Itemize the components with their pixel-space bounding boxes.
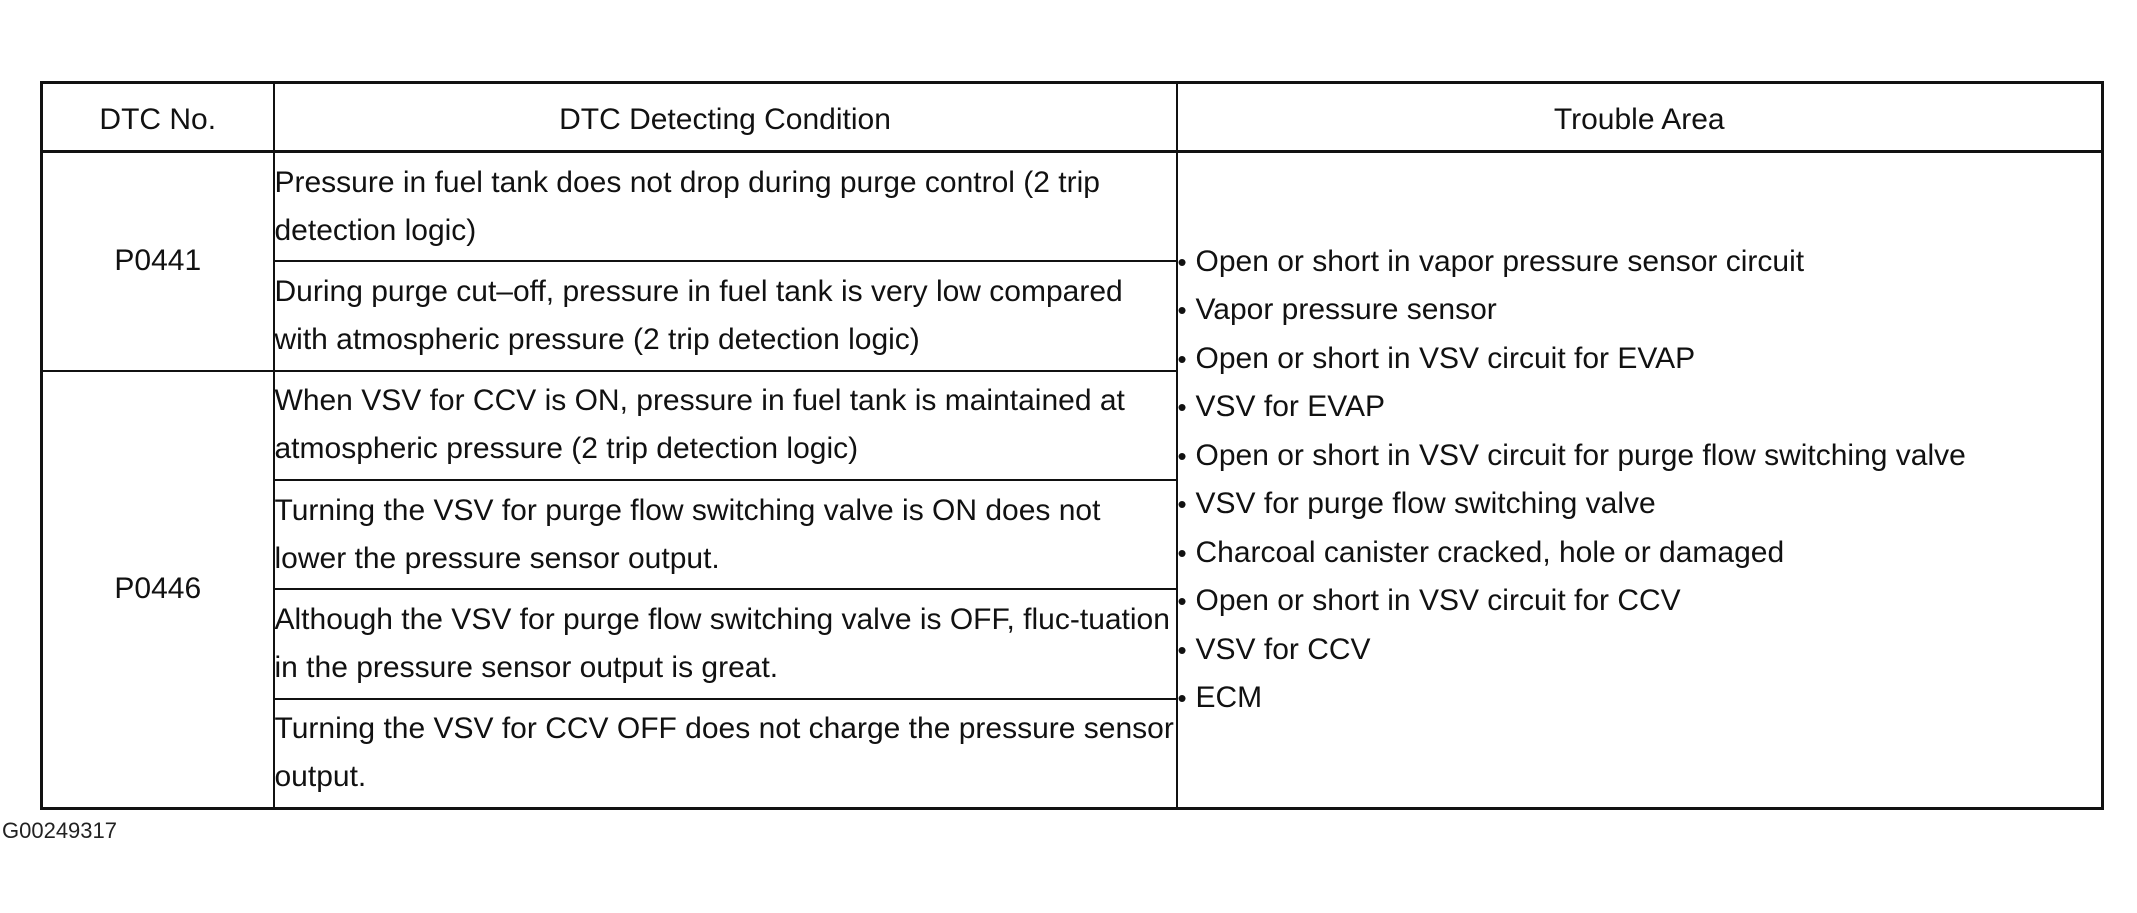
bullet-icon: • xyxy=(1177,440,1187,471)
trouble-area-text: ECM xyxy=(1195,681,1263,714)
trouble-area-item xyxy=(1178,626,2102,675)
trouble-area-item xyxy=(1178,480,2102,529)
trouble-area-item xyxy=(1178,286,2102,335)
bullet-icon: • xyxy=(1177,392,1187,422)
header-trouble-area: Trouble Area xyxy=(1177,83,2103,152)
trouble-area-text: VSV for purge flow switching valve xyxy=(1195,487,1656,520)
trouble-area-text: Open or short in vapor pressure sensor circuit xyxy=(1195,244,1805,278)
bullet-icon: • xyxy=(1177,634,1187,665)
condition-cell: During purge cut–off, pressure in fuel tank is very low compared with atmospheric pressure (2 trip detection logic) xyxy=(274,261,1177,370)
bullet-icon: • xyxy=(1177,489,1187,519)
dtc-table xyxy=(40,81,2104,810)
bullet-icon: • xyxy=(1177,586,1187,616)
trouble-area-item xyxy=(1178,529,2102,578)
trouble-area-item xyxy=(1178,335,2102,384)
table-row xyxy=(42,152,2103,262)
bullet-icon: • xyxy=(1177,246,1187,277)
trouble-area-text: VSV for CCV xyxy=(1195,632,1371,666)
trouble-area-text: Vapor pressure sensor xyxy=(1195,293,1497,326)
trouble-area-text: VSV for EVAP xyxy=(1195,390,1386,423)
header-dtc-no: DTC No. xyxy=(42,83,274,152)
trouble-area-list xyxy=(1178,238,2102,723)
trouble-area-text: Open or short in VSV circuit for purge flow switching valve xyxy=(1195,438,1966,472)
figure-id: G00249317 xyxy=(2,818,117,843)
trouble-area-item xyxy=(1178,577,2102,626)
condition-cell: Pressure in fuel tank does not drop during purge control (2 trip detection logic) xyxy=(274,152,1177,262)
bullet-icon: • xyxy=(1177,537,1187,568)
condition-cell: Turning the VSV for purge flow switching valve is ON does not lower the pressure sensor output. xyxy=(274,480,1177,589)
bullet-icon: • xyxy=(1177,343,1187,374)
dtc-code-p0446: P0446 xyxy=(42,371,274,809)
dtc-code-p0441: P0441 xyxy=(42,152,274,371)
trouble-area-item xyxy=(1178,432,2102,481)
trouble-area-item xyxy=(1178,238,2102,287)
header-detecting-condition: DTC Detecting Condition xyxy=(274,83,1177,152)
trouble-area-cell xyxy=(1177,152,2103,809)
trouble-area-text: Charcoal canister cracked, hole or damaged xyxy=(1195,535,1785,569)
trouble-area-text: Open or short in VSV circuit for CCV xyxy=(1195,584,1681,617)
condition-cell: When VSV for CCV is ON, pressure in fuel tank is maintained at atmospheric pressure (2 trip detection logic) xyxy=(274,371,1177,480)
trouble-area-text: Open or short in VSV circuit for EVAP xyxy=(1195,341,1696,375)
bullet-icon: • xyxy=(1177,683,1187,713)
condition-cell: Although the VSV for purge flow switching valve is OFF, fluc-tuation in the pressure sensor output is great. xyxy=(274,589,1177,698)
trouble-area-item xyxy=(1178,383,2102,432)
bullet-icon: • xyxy=(1177,295,1187,325)
trouble-area-item xyxy=(1178,674,2102,723)
condition-cell: Turning the VSV for CCV OFF does not charge the pressure sensor output. xyxy=(274,699,1177,809)
header-row xyxy=(42,83,2103,152)
